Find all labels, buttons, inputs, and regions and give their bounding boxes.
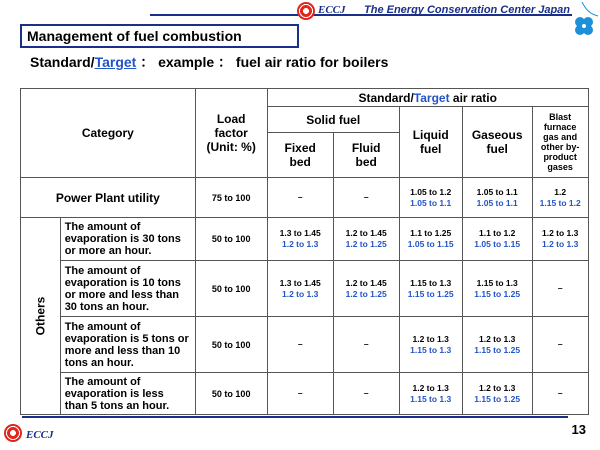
table-row (21, 317, 589, 373)
air-ratio-table (20, 88, 589, 415)
fluid-bed-cell: 1.2 to 1.45 1.2 to 1.25 (333, 218, 399, 261)
clover-icon (568, 0, 600, 48)
blast-cell: 1.2 to 1.3 1.2 to 1.3 (532, 218, 588, 261)
subtitle-target: Target (94, 54, 137, 70)
others-label: Others (21, 218, 61, 415)
fluid-bed-cell: – (333, 178, 399, 218)
fixed-bed-cell: 1.3 to 1.45 1.2 to 1.3 (267, 261, 333, 317)
liquid-fuel-header: Liquid fuel (399, 107, 462, 178)
footer-rule (22, 416, 568, 418)
load-cell: 75 to 100 (195, 178, 267, 218)
subtitle-standard: Standard/ (30, 54, 95, 70)
page-number: 13 (571, 422, 586, 437)
gaseous-cell: 1.2 to 1.3 1.15 to 1.25 (462, 373, 532, 415)
eccj-logo-icon (297, 2, 315, 20)
gaseous-cell: 1.2 to 1.3 1.15 to 1.25 (462, 317, 532, 373)
page-title: Management of fuel combustion (20, 24, 299, 48)
table-row (21, 218, 589, 261)
liquid-cell: 1.05 to 1.2 1.05 to 1.1 (399, 178, 462, 218)
liquid-cell: 1.2 to 1.3 1.15 to 1.3 (399, 373, 462, 415)
category-cell: Power Plant utility (21, 178, 196, 218)
load-cell: 50 to 100 (195, 218, 267, 261)
blast-cell: 1.2 1.15 to 1.2 (532, 178, 588, 218)
fixed-bed-header: Fixed bed (267, 133, 333, 178)
category-cell: The amount of evaporation is 30 tons or more an hour. (60, 218, 195, 261)
blast-furnace-header: Blast furnace gas and other by- product gases (532, 107, 588, 178)
fixed-bed-cell: 1.3 to 1.45 1.2 to 1.3 (267, 218, 333, 261)
eccj-logo-icon (4, 424, 22, 442)
load-factor-header: Load factor (Unit: %) (195, 89, 267, 178)
footer-org-short: ECCJ (26, 429, 54, 441)
header-org-short: ECCJ (318, 4, 346, 16)
solid-fuel-header: Solid fuel (267, 107, 399, 133)
blast-cell: – (532, 261, 588, 317)
fluid-bed-header: Fluid bed (333, 133, 399, 178)
category-cell: The amount of evaporation is less than 5 tons an hour. (60, 373, 195, 415)
table-row (21, 373, 589, 415)
liquid-cell: 1.2 to 1.3 1.15 to 1.3 (399, 317, 462, 373)
header-org-full: The Energy Conservation Center Japan (364, 4, 570, 16)
gaseous-cell: 1.05 to 1.1 1.05 to 1.1 (462, 178, 532, 218)
fixed-bed-cell: – (267, 373, 333, 415)
category-cell: The amount of evaporation is 10 tons or more and less than 30 tons an hour. (60, 261, 195, 317)
table-row (21, 178, 589, 218)
load-cell: 50 to 100 (195, 261, 267, 317)
category-header: Category (21, 89, 196, 178)
fluid-bed-cell: 1.2 to 1.45 1.2 to 1.25 (333, 261, 399, 317)
fixed-bed-cell: – (267, 317, 333, 373)
load-cell: 50 to 100 (195, 317, 267, 373)
gaseous-fuel-header: Gaseous fuel (462, 107, 532, 178)
page-subtitle (30, 52, 388, 72)
gaseous-cell: 1.1 to 1.2 1.05 to 1.15 (462, 218, 532, 261)
gaseous-cell: 1.15 to 1.3 1.15 to 1.25 (462, 261, 532, 317)
liquid-cell: 1.15 to 1.3 1.15 to 1.25 (399, 261, 462, 317)
air-ratio-header: Standard/Target air ratio (267, 89, 588, 107)
fixed-bed-cell: – (267, 178, 333, 218)
load-cell: 50 to 100 (195, 373, 267, 415)
top-header (0, 0, 600, 22)
category-cell: The amount of evaporation is 5 tons or more and less than 10 tons an hour. (60, 317, 195, 373)
blast-cell: – (532, 373, 588, 415)
liquid-cell: 1.1 to 1.25 1.05 to 1.15 (399, 218, 462, 261)
fluid-bed-cell: – (333, 317, 399, 373)
blast-cell: – (532, 317, 588, 373)
fluid-bed-cell: – (333, 373, 399, 415)
table-row (21, 261, 589, 317)
subtitle-rest: ： example ： fuel air ratio for boilers (136, 54, 389, 70)
